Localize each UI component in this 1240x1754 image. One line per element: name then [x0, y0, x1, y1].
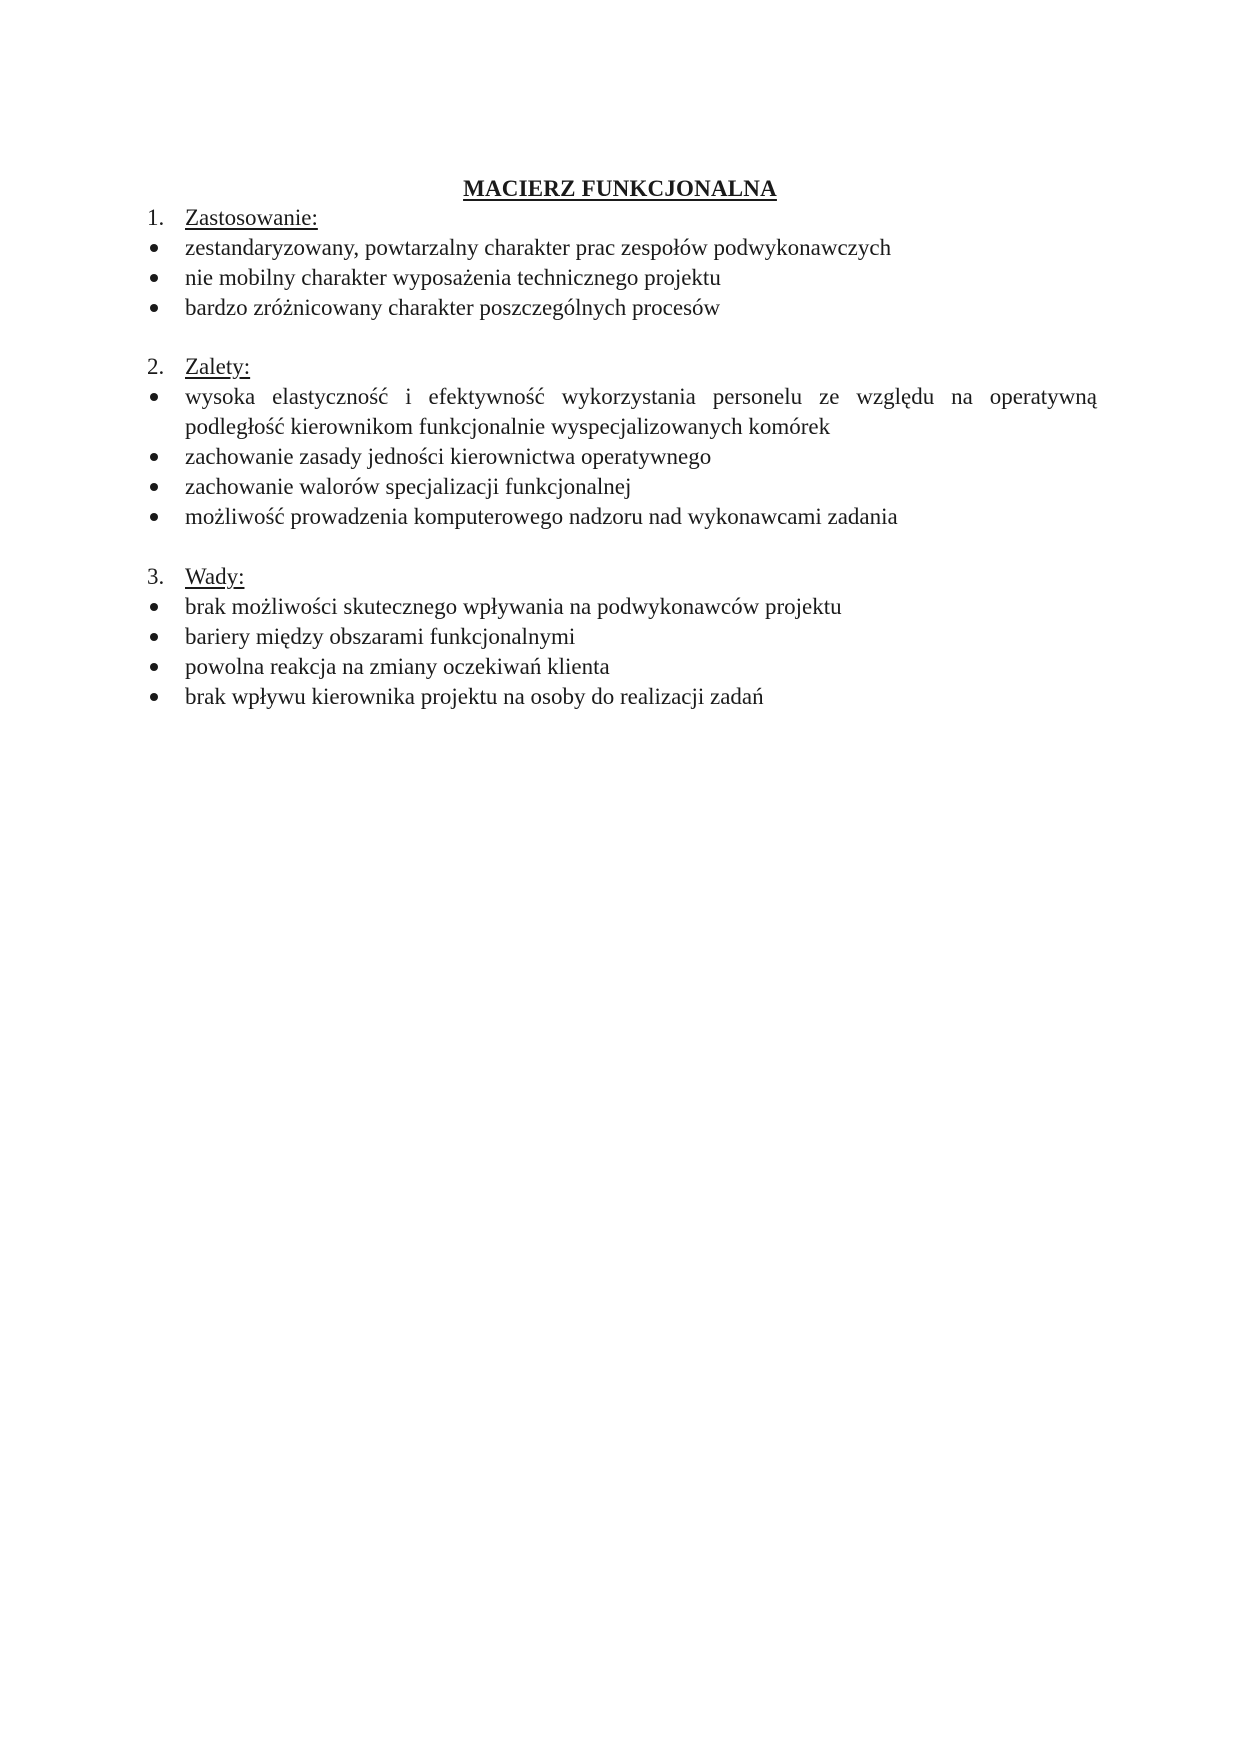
section-heading [147, 562, 1097, 592]
list-item-text: brak wpływu kierownika projektu na osoby do realizacji zadań [185, 684, 764, 709]
bullet-list [147, 382, 1097, 532]
list-item [147, 592, 1097, 622]
list-item-text: zachowanie walorów specjalizacji funkcjonalnej [185, 474, 632, 499]
list-item [147, 382, 1097, 442]
list-item-text-line1: wysoka elastyczność i efektywność wykorzystania personelu ze względu na operatywną [185, 384, 1097, 409]
list-item-text: zachowanie zasady jedności kierownictwa operatywnego [185, 444, 712, 469]
section-label: Zastosowanie: [185, 205, 318, 230]
list-item [147, 622, 1097, 652]
list-item-text: powolna reakcja na zmiany oczekiwań klienta [185, 654, 610, 679]
list-item-text: nie mobilny charakter wyposażenia technicznego projektu [185, 265, 721, 290]
section-wady [147, 562, 1097, 712]
section-heading [147, 203, 1097, 233]
list-item [147, 233, 1097, 263]
list-item [147, 682, 1097, 712]
list-item [147, 652, 1097, 682]
bullet-icon [150, 453, 158, 461]
list-item [147, 442, 1097, 472]
section-number: 2. [147, 354, 165, 379]
list-item [147, 502, 1097, 532]
list-item-text-line2: podległość kierownikom funkcjonalnie wyspecjalizowanych komórek [185, 414, 831, 439]
list-item [147, 472, 1097, 502]
bullet-icon [150, 274, 158, 282]
section-label: Wady: [185, 564, 245, 589]
list-item-text: bariery między obszarami funkcjonalnymi [185, 624, 576, 649]
section-zalety [147, 352, 1097, 532]
list-item-text: brak możliwości skutecznego wpływania na podwykonawców projektu [185, 594, 842, 619]
bullet-icon [150, 693, 158, 701]
section-heading [147, 352, 1097, 382]
bullet-icon [150, 304, 158, 312]
bullet-icon [150, 633, 158, 641]
list-item [147, 263, 1097, 293]
bullet-icon [150, 393, 158, 401]
list-item-text: bardzo zróżnicowany charakter poszczególnych procesów [185, 295, 721, 320]
bullet-icon [150, 483, 158, 491]
section-label: Zalety: [185, 354, 251, 379]
list-item [147, 293, 1097, 323]
bullet-list [147, 592, 1097, 712]
bullet-icon [150, 513, 158, 521]
bullet-icon [150, 244, 158, 252]
section-zastosowanie [147, 203, 1097, 323]
list-item-text: możliwość prowadzenia komputerowego nadzoru nad wykonawcami zadania [185, 504, 898, 529]
document-title: MACIERZ FUNKCJONALNA [463, 176, 777, 201]
bullet-icon [150, 603, 158, 611]
bullet-icon [150, 663, 158, 671]
list-item-text: zestandaryzowany, powtarzalny charakter prac zespołów podwykonawczych [185, 235, 892, 260]
section-number: 1. [147, 205, 165, 230]
bullet-list [147, 233, 1097, 323]
section-number: 3. [147, 564, 165, 589]
